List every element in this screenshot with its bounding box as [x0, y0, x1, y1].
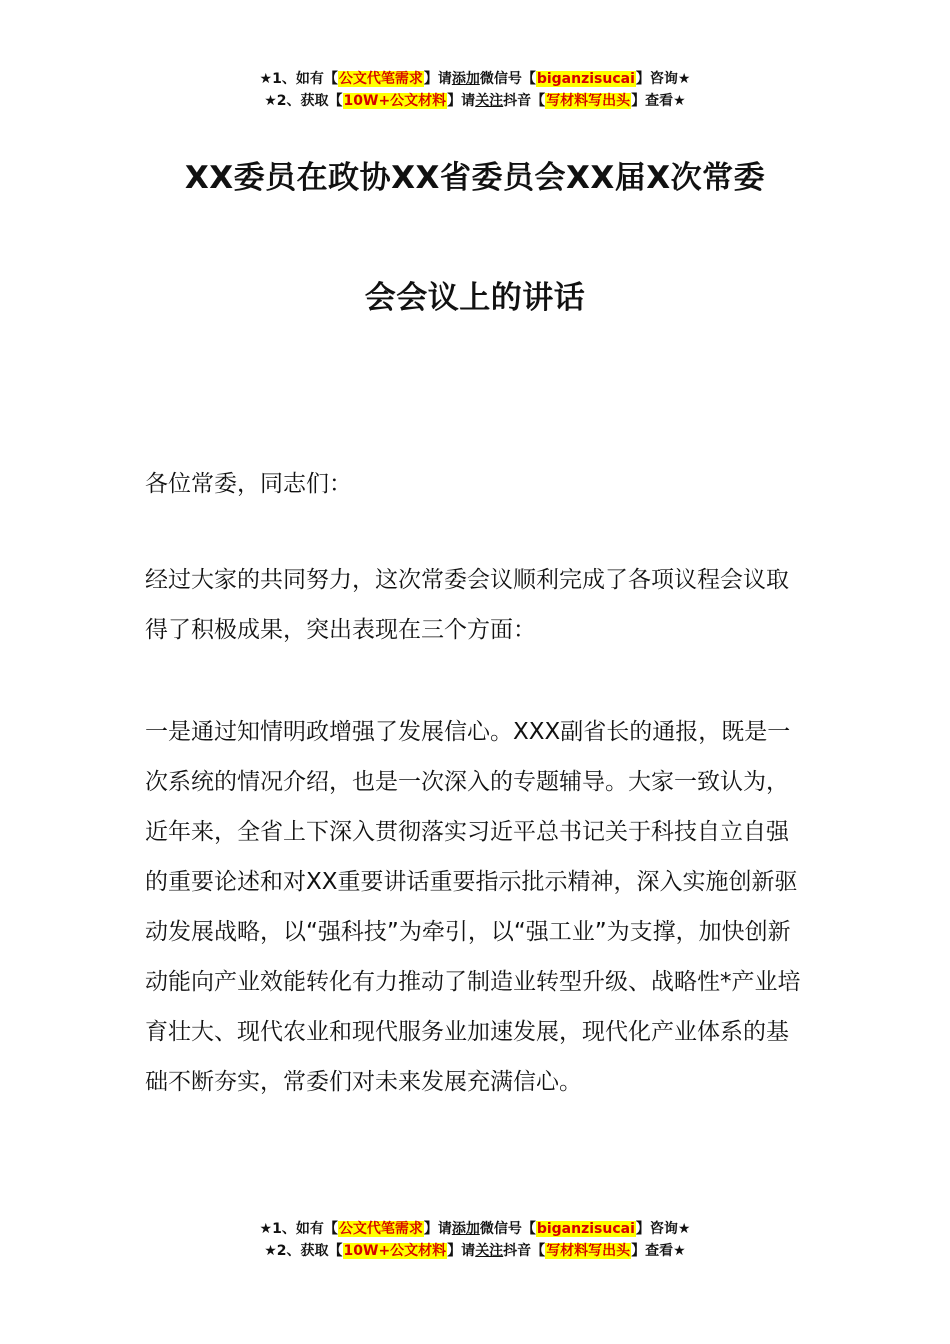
document-title-line-1: XX委员在政协XX省委员会XX届X次常委: [184, 160, 766, 196]
greeting-paragraph: 各位常委，同志们：: [145, 471, 352, 497]
highlight-wechat-id: biganzisucai: [536, 1221, 635, 1237]
highlight-douyin-id: 写材料写出头: [546, 1243, 631, 1259]
banner-line-1: ★1、如有【公文代笔需求】请添加微信号【biganzisucai】咨询★: [259, 71, 691, 87]
banner-line-2: ★2、获取【10W+公文材料】请关注抖音【写材料写出头】查看★: [264, 1243, 686, 1259]
intro-paragraph: 经过大家的共同努力，这次常委会议顺利完成了各项议程会议取得了积极成果，突出表现在三个方面：: [145, 567, 789, 643]
header-banner: [0, 68, 950, 112]
highlight-service: 公文代笔需求: [338, 71, 423, 87]
highlight-service: 公文代笔需求: [338, 1221, 423, 1237]
highlight-wechat-id: biganzisucai: [536, 71, 635, 87]
document-title-line-2: 会会议上的讲话: [364, 280, 586, 316]
point-one-paragraph: 一是通过知情明政增强了发展信心。XXX副省长的通报，既是一次系统的情况介绍，也是一次深入的专题辅导。大家一致认为，近年来，全省上下深入贯彻落实习近平总书记关于科技自立自强的重要论述和对XX重要讲话重要指示批示精神，深入实施创新驱动发展战略，以“强科技”为牵引，以“强工业”为支撑，加快创新动能向产业效能转化有力推动了制造业转型升级、战略性*产业培育壮大、现代农业和现代服务业加速发展，现代化产业体系的基础不断夯实，常委们对未来发展充满信心。: [145, 719, 801, 1095]
banner-line-2: ★2、获取【10W+公文材料】请关注抖音【写材料写出头】查看★: [264, 93, 686, 109]
footer-banner: [0, 1218, 950, 1262]
highlight-douyin-id: 写材料写出头: [546, 93, 631, 109]
banner-line-1: ★1、如有【公文代笔需求】请添加微信号【biganzisucai】咨询★: [259, 1221, 691, 1237]
highlight-materials: 10W+公文材料: [343, 1243, 447, 1259]
highlight-materials: 10W+公文材料: [343, 93, 447, 109]
